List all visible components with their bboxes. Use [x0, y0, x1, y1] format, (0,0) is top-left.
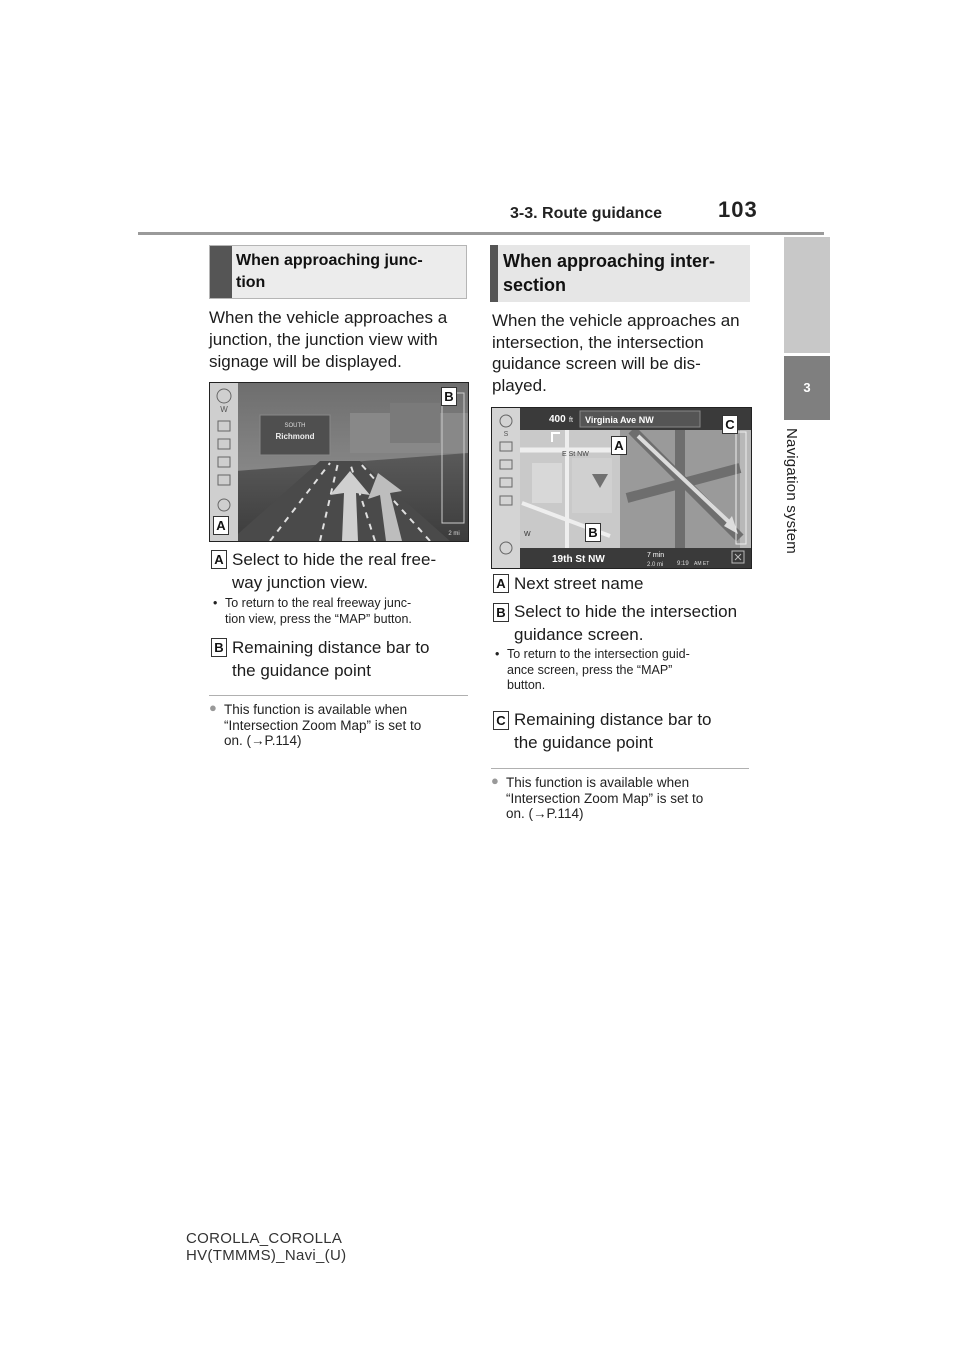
eta-distance: 2.0 mi [647, 562, 664, 568]
intersection-view-screenshot [491, 407, 752, 569]
item-c-right-text: Remaining distance bar to the guidance point [514, 710, 712, 752]
item-a-text: Select to hide the real free- way junction view. [232, 550, 437, 592]
cross-street: E St NW [562, 451, 589, 458]
current-street: 19th St NW [552, 554, 605, 565]
heading-intersection-text: When approaching inter- section [503, 251, 716, 295]
callout-b-marker: B [441, 387, 457, 406]
sign-city: Richmond [275, 432, 315, 441]
callout-b-marker-right: B [585, 523, 601, 542]
item-b-right-text: Select to hide the intersection guidance screen. [514, 602, 738, 644]
item-letter-c-right: C [493, 711, 509, 730]
junction-view-screenshot [209, 382, 469, 542]
note-rule-right [491, 768, 749, 769]
callout-a-marker: A [213, 516, 229, 535]
item-a-right-text: Next street name [514, 574, 644, 593]
eta-minutes: 7 min [647, 552, 665, 559]
item-letter-b: B [211, 638, 227, 657]
chapter-label: Navigation system [783, 428, 800, 554]
header-rule [138, 232, 824, 235]
compass-w: W [220, 405, 228, 414]
clock-suffix: AM ET [694, 561, 710, 567]
footer-model: COROLLA_COROLLA HV(TMMMS)_Navi_(U) [186, 1230, 347, 1264]
section-title: 3-3. Route guidance [510, 205, 663, 222]
item-letter-a-right: A [493, 574, 509, 593]
junction-intro: When the vehicle approaches a junction, the junction view with signage will be displayed. [209, 308, 448, 371]
distance-value: 400 [549, 414, 566, 425]
distance-unit: ft [569, 417, 573, 424]
heading-intersection [490, 245, 750, 302]
callout-c-marker: C [722, 415, 738, 434]
heading-junction [209, 245, 467, 299]
page-number: 103 [718, 197, 758, 222]
side-tab-upper [784, 237, 830, 353]
item-letter-b-right: B [493, 603, 509, 622]
sign-direction: SOUTH [284, 423, 306, 429]
junction-note: This function is available when “Intersection Zoom Map” is set to on. (→P.114) [224, 702, 422, 748]
compass-s: S [503, 431, 509, 438]
heading-junction-text: When approaching junc- tion [236, 252, 423, 291]
note-bullet-icon: ● [209, 700, 217, 715]
item-b-text: Remaining distance bar to the guidance point [232, 638, 430, 680]
clock: 9:19 [677, 561, 689, 567]
compass-w: W [524, 531, 531, 538]
note-bullet-icon-right: ● [491, 773, 499, 788]
note-rule [209, 695, 468, 696]
next-street-label: Virginia Ave NW [585, 415, 654, 425]
callout-a-marker-right: A [611, 436, 627, 455]
item-letter-a: A [211, 550, 227, 569]
intersection-intro: When the vehicle approaches an intersection, the intersection guidance screen will be dis- played. [492, 311, 740, 395]
intersection-note: This function is available when “Intersection Zoom Map” is set to on. (→P.114) [506, 775, 704, 821]
scale-label: 2 mi [448, 531, 460, 537]
chapter-number: 3 [803, 380, 811, 395]
